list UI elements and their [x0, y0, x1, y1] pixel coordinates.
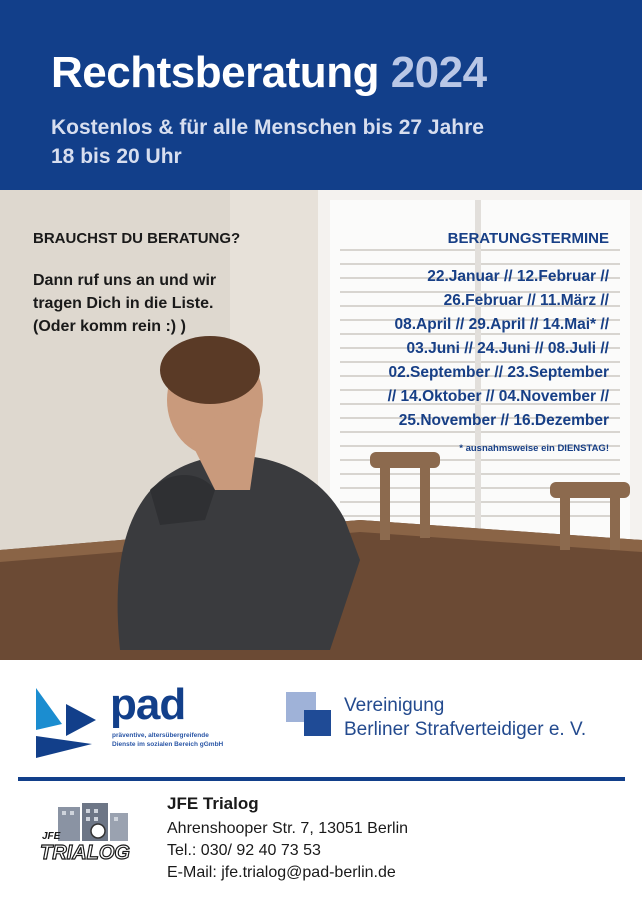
header-banner — [0, 0, 642, 190]
trialog-big-text: TRIALOG — [40, 842, 130, 864]
title-year: 2024 — [390, 48, 487, 97]
divider — [18, 777, 625, 781]
dates-line: 02.September // 23.September — [388, 364, 609, 381]
pad-tagline: präventive, altersübergreifende — [112, 732, 209, 739]
vbs-logo — [286, 692, 616, 744]
prompt-line: (Oder komm rein :) ) — [33, 318, 186, 335]
consultation-prompt — [33, 230, 323, 338]
subtitle-audience: Kostenlos & für alle Menschen bis 27 Jahre — [51, 116, 484, 139]
prompt-line: tragen Dich in die Liste. — [33, 295, 214, 312]
prompt-body — [33, 269, 323, 338]
pad-logo — [32, 680, 262, 760]
contact-phone: Tel.: 030/ 92 40 73 53 — [167, 842, 321, 859]
dates-line: // 14.Oktober // 04.November // — [387, 388, 609, 405]
trialog-small-text: JFE — [42, 831, 61, 842]
prompt-line: Dann ruf uns an und wir — [33, 272, 217, 289]
dates-line: 22.Januar // 12.Februar // — [427, 268, 609, 285]
dates-line: 03.Juni // 24.Juni // 08.Juli // — [406, 340, 609, 357]
subtitle-time: 18 bis 20 Uhr — [51, 145, 182, 168]
contact-name: JFE Trialog — [167, 794, 259, 813]
trialog-logo — [36, 803, 136, 865]
vbs-name-line: Berliner Strafverteidiger e. V. — [344, 719, 587, 740]
contact-email: E-Mail: jfe.trialog@pad-berlin.de — [167, 864, 396, 881]
pad-tagline: Dienste im sozialen Bereich gGmbH — [112, 741, 224, 748]
prompt-heading: BRAUCHST DU BERATUNG? — [33, 230, 241, 247]
appointment-dates — [309, 230, 609, 454]
title-text: Rechtsberatung — [51, 48, 379, 97]
contact-address: Ahrenshooper Str. 7, 13051 Berlin — [167, 820, 409, 837]
pad-triangle-icon — [32, 686, 108, 760]
dates-footnote: * ausnahmsweise ein DIENSTAG! — [459, 443, 609, 454]
dates-line: 08.April // 29.April // 14.Mai* // — [394, 316, 609, 333]
pad-wordmark: pad — [110, 680, 186, 729]
contact-block — [167, 794, 408, 884]
dates-heading: BERATUNGSTERMINE — [447, 230, 609, 247]
dates-line: 26.Februar // 11.März // — [443, 292, 609, 309]
trialog-building-icon — [36, 803, 136, 865]
dates-line: 25.November // 16.Dezember — [398, 412, 609, 429]
dates-list — [309, 265, 609, 433]
vbs-name-line: Vereinigung — [344, 695, 445, 716]
page-title — [51, 48, 487, 98]
vbs-square-icon — [304, 710, 331, 736]
